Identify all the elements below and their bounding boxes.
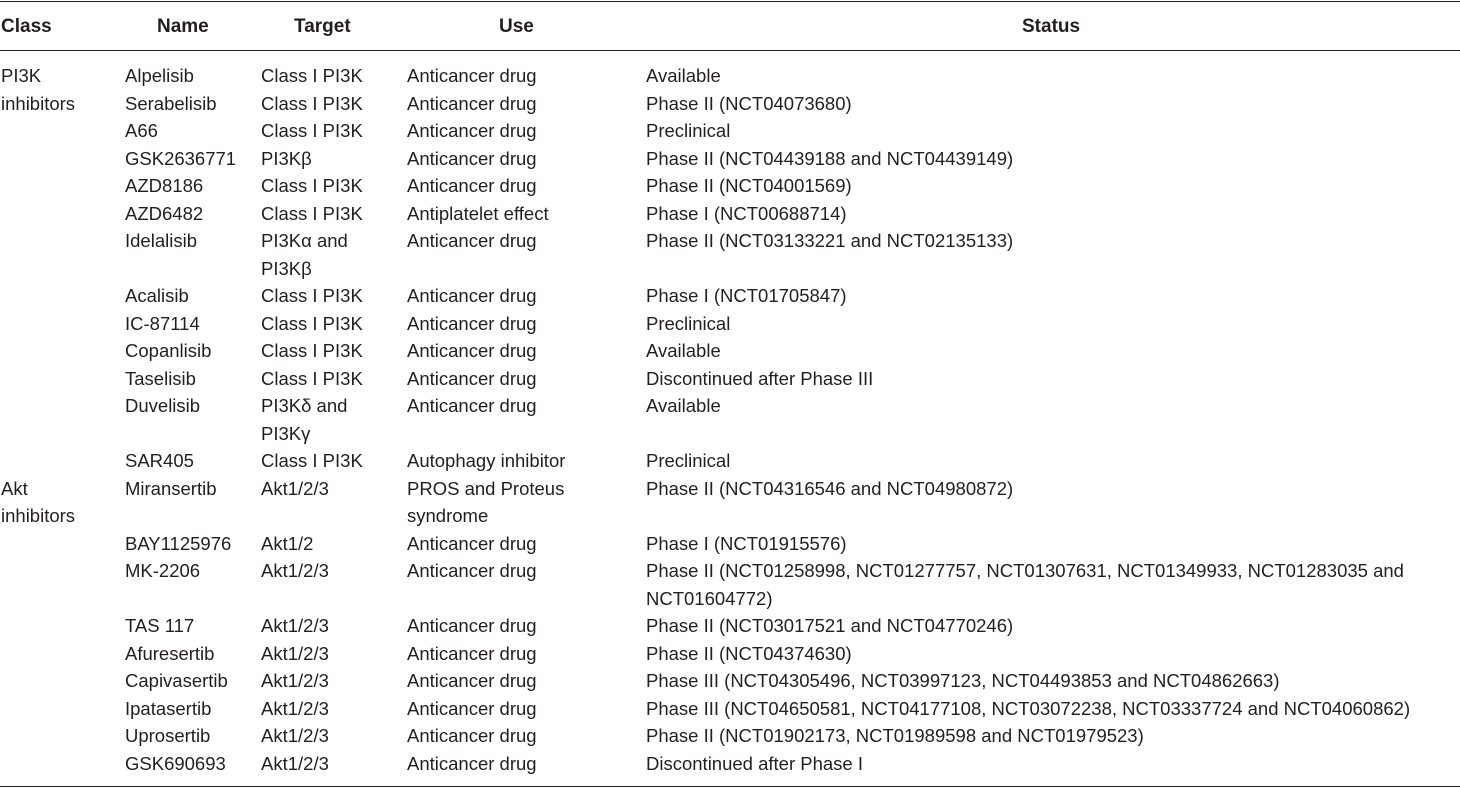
use-cell: Anticancer drug — [407, 340, 537, 361]
name-cell: GSK2636771 — [125, 147, 237, 169]
target-cell: Akt1/2/3 — [261, 725, 329, 746]
use-cell: Anticancer drug — [407, 697, 537, 719]
name-cell: TAS 117 — [125, 615, 195, 636]
status-cell: Phase II (NCT04439188 and NCT04439149) — [646, 147, 1014, 169]
target-cell: Akt1/2/3 — [261, 697, 329, 719]
use-cell: Anticancer drug — [407, 752, 537, 774]
target-cell: Class I PI3K — [261, 65, 363, 86]
status-cell: Available — [646, 395, 721, 416]
use-cell: Anticancer drug — [407, 615, 537, 636]
use-cell: Anticancer drug — [407, 367, 537, 389]
class-cell: inhibitors — [1, 505, 76, 526]
name-cell: Idelalisib — [125, 230, 197, 251]
target-cell: Class I PI3K — [261, 285, 363, 306]
status-cell: Phase II (NCT04374630) — [646, 642, 852, 664]
name-cell: SAR405 — [125, 450, 194, 471]
status-cell: Phase II (NCT03017521 and NCT04770246) — [646, 615, 1014, 636]
target-cell: Class I PI3K — [261, 120, 363, 141]
use-cell: Anticancer drug — [407, 312, 537, 334]
target-cell: Class I PI3K — [261, 312, 363, 334]
name-cell: Capivasertib — [125, 670, 228, 691]
use-cell: Anticancer drug — [407, 65, 537, 86]
status-cell: Phase II (NCT01258998, NCT01277757, NCT01307631, NCT01349933, NCT01283035 and — [646, 560, 1404, 581]
target-cell: Akt1/2/3 — [261, 752, 329, 774]
use-cell: Anticancer drug — [407, 175, 537, 196]
name-cell: Afuresertib — [125, 642, 215, 664]
target-cell: Akt1/2 — [261, 532, 314, 554]
target-cell: Class I PI3K — [261, 175, 363, 196]
target-cell: Akt1/2/3 — [261, 477, 329, 499]
status-cell: Discontinued after Phase III — [646, 367, 874, 389]
target-cell: Akt1/2/3 — [261, 615, 329, 636]
status-cell: Phase II (NCT03133221 and NCT02135133) — [646, 230, 1014, 251]
target-cell: PI3Kβ — [261, 147, 312, 169]
header-status: Status — [1022, 16, 1081, 37]
name-cell: IC-87114 — [125, 312, 200, 334]
target-cell: Class I PI3K — [261, 367, 363, 389]
table-header-rule — [0, 50, 1460, 51]
use-cell: Anticancer drug — [407, 285, 537, 306]
name-cell: Miransertib — [125, 477, 217, 499]
target-cell: Class I PI3K — [261, 92, 363, 114]
target-cell: PI3Kδ and — [261, 395, 348, 416]
name-cell: Duvelisib — [125, 395, 201, 416]
target-cell: Class I PI3K — [261, 202, 363, 224]
status-cell: Discontinued after Phase I — [646, 752, 863, 774]
status-cell: Phase I (NCT00688714) — [646, 202, 847, 224]
use-cell: Autophagy inhibitor — [407, 450, 566, 471]
status-cell: Phase III (NCT04650581, NCT04177108, NCT03072238, NCT03337724 and NCT04060862) — [646, 697, 1411, 719]
name-cell: A66 — [125, 120, 158, 141]
use-cell: Anticancer drug — [407, 642, 537, 664]
status-cell: Phase I (NCT01915576) — [646, 532, 847, 554]
name-cell: Serabelisib — [125, 92, 217, 114]
status-cell: Phase II (NCT04316546 and NCT04980872) — [646, 477, 1014, 499]
use-cell: Anticancer drug — [407, 147, 537, 169]
use-cell: Anticancer drug — [407, 395, 537, 416]
use-cell: Anticancer drug — [407, 230, 537, 251]
target-cell: Akt1/2/3 — [261, 670, 329, 691]
status-cell: Phase II (NCT04073680) — [646, 92, 852, 114]
use-cell: Antiplatelet effect — [407, 202, 549, 224]
name-cell: MK-2206 — [125, 560, 201, 581]
class-cell: Akt — [1, 477, 28, 499]
status-cell: Preclinical — [646, 312, 731, 334]
header-name: Name — [157, 16, 209, 37]
status-cell: Phase II (NCT04001569) — [646, 175, 852, 196]
status-cell: Preclinical — [646, 120, 731, 141]
header-target: Target — [294, 16, 351, 37]
use-cell: Anticancer drug — [407, 560, 537, 581]
target-cell: Class I PI3K — [261, 340, 363, 361]
use-cell: Anticancer drug — [407, 120, 537, 141]
use-cell: Anticancer drug — [407, 670, 537, 691]
header-use: Use — [499, 16, 534, 37]
name-cell: BAY1125976 — [125, 532, 232, 554]
status-cell: Phase II (NCT01902173, NCT01989598 and NCT01979523) — [646, 725, 1144, 746]
use-cell: Anticancer drug — [407, 725, 537, 746]
target-cell: PI3Kα and — [261, 230, 348, 251]
name-cell: Acalisib — [125, 285, 189, 306]
name-cell: GSK690693 — [125, 752, 226, 774]
use-cell: syndrome — [407, 505, 489, 526]
status-cell: Phase III (NCT04305496, NCT03997123, NCT04493853 and NCT04862663) — [646, 670, 1280, 691]
name-cell: Taselisib — [125, 367, 196, 389]
name-cell: Alpelisib — [125, 65, 194, 86]
target-cell: Akt1/2/3 — [261, 560, 329, 581]
status-cell: Preclinical — [646, 450, 731, 471]
status-cell: Phase I (NCT01705847) — [646, 285, 847, 306]
use-cell: Anticancer drug — [407, 92, 537, 114]
target-cell: PI3Kγ — [261, 422, 311, 444]
name-cell: AZD8186 — [125, 175, 204, 196]
name-cell: Ipatasertib — [125, 697, 212, 719]
table-bottom-rule — [0, 786, 1460, 787]
use-cell: Anticancer drug — [407, 532, 537, 554]
use-cell: PROS and Proteus — [407, 477, 565, 499]
status-cell: NCT01604772) — [646, 587, 773, 609]
header-class: Class — [1, 16, 52, 37]
name-cell: Copanlisib — [125, 340, 212, 361]
status-cell: Available — [646, 340, 721, 361]
name-cell: Uprosertib — [125, 725, 211, 746]
class-cell: PI3K — [1, 65, 42, 86]
table-top-rule — [0, 1, 1460, 2]
name-cell: AZD6482 — [125, 202, 204, 224]
target-cell: Class I PI3K — [261, 450, 363, 471]
class-cell: inhibitors — [1, 92, 76, 114]
status-cell: Available — [646, 65, 721, 86]
target-cell: PI3Kβ — [261, 257, 312, 279]
target-cell: Akt1/2/3 — [261, 642, 329, 664]
